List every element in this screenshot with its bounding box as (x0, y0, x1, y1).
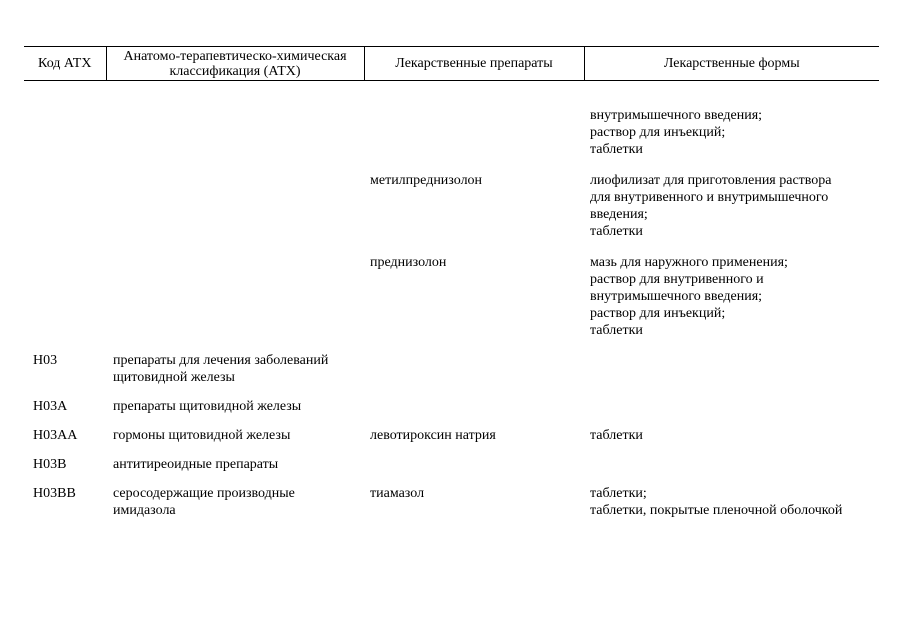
drug-name: метилпреднизолон (370, 173, 483, 188)
atc-code-cell (24, 473, 106, 519)
dosage-forms-cell (584, 240, 879, 339)
dosage-form-line: раствор для внутривенного и (590, 272, 764, 287)
classification-line: серосодержащие производные (113, 486, 295, 501)
atc-table (24, 46, 879, 519)
header-classification-line: классификация (АТХ) (169, 63, 301, 79)
dosage-forms-cell (584, 339, 879, 386)
drug-cell (364, 158, 584, 240)
dosage-form-line: внутримышечного введения; (590, 108, 763, 123)
dosage-forms-cell (584, 444, 879, 473)
atc-code-cell (24, 444, 106, 473)
classification-line: имидазола (113, 503, 176, 518)
dosage-forms-cell (584, 473, 879, 519)
dosage-form-line: раствор для инъекций; (590, 306, 726, 321)
classification-line: антитиреоидные препараты (113, 457, 279, 472)
drug-cell (364, 444, 584, 473)
table-row (24, 386, 879, 415)
drug-cell (364, 240, 584, 339)
dosage-form-line: таблетки (590, 428, 643, 443)
classification-cell (106, 158, 364, 240)
dosage-forms-cell (584, 158, 879, 240)
table-row (24, 81, 879, 159)
atc-code: H03 (33, 353, 58, 368)
dosage-form-line: лиофилизат для приготовления раствора (590, 173, 832, 188)
dosage-form-line: внутримышечного введения; (590, 289, 763, 304)
drug-cell (364, 81, 584, 159)
classification-line: препараты щитовидной железы (113, 399, 302, 414)
atc-code-cell (24, 415, 106, 444)
classification-cell (106, 386, 364, 415)
dosage-form-line: мазь для наружного применения; (590, 255, 788, 270)
table-row (24, 415, 879, 444)
table-header (24, 47, 879, 81)
dosage-form-line: раствор для инъекций; (590, 125, 726, 140)
classification-line: щитовидной железы (113, 370, 235, 385)
drug-cell (364, 473, 584, 519)
dosage-forms-cell (584, 386, 879, 415)
dosage-forms-cell (584, 81, 879, 159)
classification-cell (106, 415, 364, 444)
atc-code-cell (24, 158, 106, 240)
header-row (24, 47, 879, 81)
classification-cell (106, 444, 364, 473)
table-row (24, 339, 879, 386)
table-body (24, 81, 879, 520)
table-row (24, 158, 879, 240)
drug-cell (364, 339, 584, 386)
dosage-form-line: таблетки (590, 142, 643, 157)
atc-code-cell (24, 240, 106, 339)
atc-code: H03B (33, 457, 67, 472)
dosage-form-line: таблетки (590, 224, 643, 239)
atc-code-cell (24, 339, 106, 386)
classification-line: препараты для лечения заболеваний (113, 353, 329, 368)
header-drugs: Лекарственные препараты (364, 47, 584, 81)
atc-code-cell (24, 81, 106, 159)
dosage-form-line: таблетки; (590, 486, 647, 501)
classification-cell (106, 473, 364, 519)
dosage-form-line: таблетки (590, 323, 643, 338)
drug-name: преднизолон (370, 255, 447, 270)
drug-cell (364, 415, 584, 444)
table-row (24, 473, 879, 519)
drug-name: тиамазол (370, 486, 425, 501)
header-classification (106, 47, 364, 81)
header-forms: Лекарственные формы (584, 47, 879, 81)
classification-cell (106, 240, 364, 339)
dosage-form-line: для внутривенного и внутримышечного (590, 190, 829, 205)
header-code: Код АТХ (24, 47, 106, 81)
drug-cell (364, 386, 584, 415)
dosage-form-line: введения; (590, 207, 648, 222)
atc-code: H03A (33, 399, 68, 414)
atc-code: H03BB (33, 486, 76, 501)
header-classification-line: Анатомо-терапевтическо-химическая (123, 48, 347, 64)
dosage-form-line: таблетки, покрытые пленочной оболочкой (590, 503, 843, 518)
table-row (24, 444, 879, 473)
classification-cell (106, 339, 364, 386)
dosage-forms-cell (584, 415, 879, 444)
atc-code: H03AA (33, 428, 78, 443)
atc-code-cell (24, 386, 106, 415)
drug-name: левотироксин натрия (370, 428, 496, 443)
classification-cell (106, 81, 364, 159)
classification-line: гормоны щитовидной железы (113, 428, 291, 443)
table-row (24, 240, 879, 339)
